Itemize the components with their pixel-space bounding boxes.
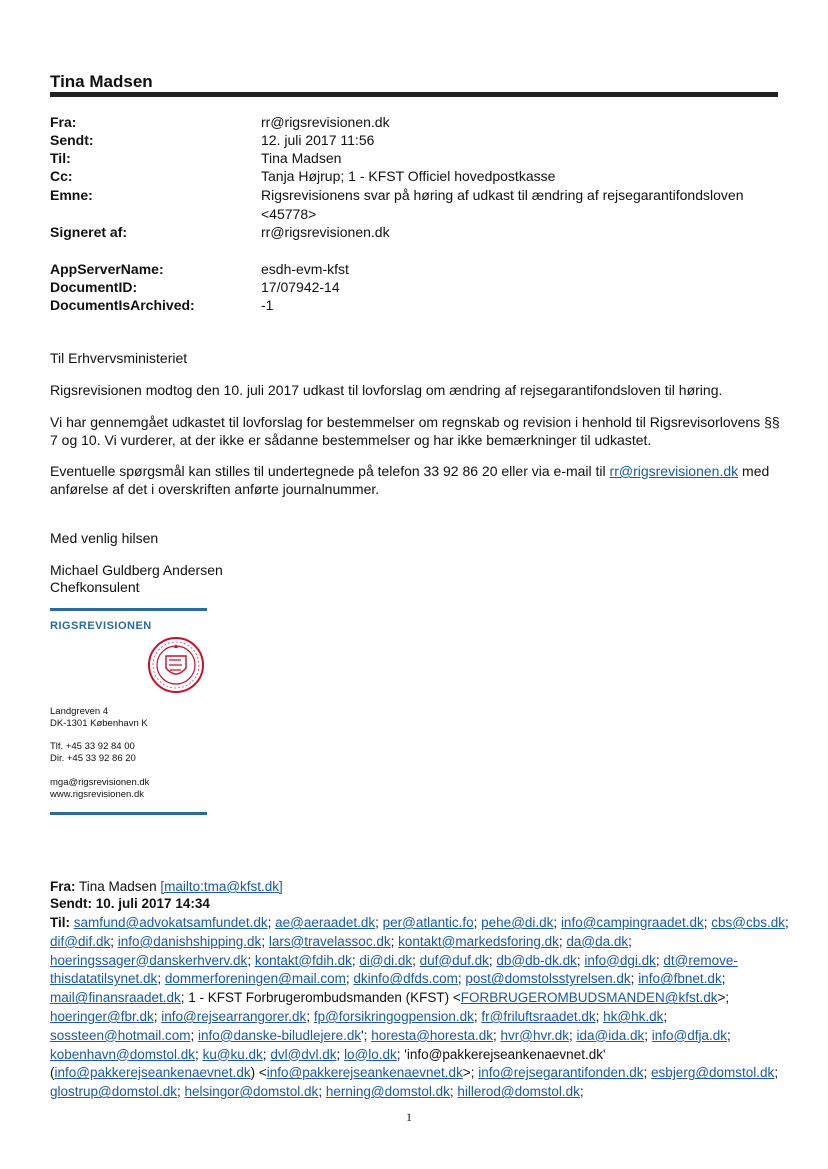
page-number: 1 xyxy=(406,1110,412,1124)
recipient-separator: ; xyxy=(568,1027,577,1043)
address-line-1: Landgreven 4 xyxy=(50,706,109,717)
recipient-email-link[interactable]: info@rejsegarantifonden.dk xyxy=(478,1065,644,1081)
recipient-separator: ; xyxy=(267,915,276,930)
recipient-separator: ; xyxy=(784,915,789,930)
recipient-separator: ; xyxy=(375,915,383,930)
recipient-separator: ; xyxy=(492,1027,501,1043)
recipient-separator: ; xyxy=(703,915,712,930)
documentid-label: DocumentID: xyxy=(50,279,138,295)
signature-web: www.rigsrevisionen.dk xyxy=(50,789,144,800)
recipient-separator: ; xyxy=(473,1008,482,1024)
page-title: Tina Madsen xyxy=(50,72,153,91)
recipient-email-link[interactable]: pehe@di.dk xyxy=(481,915,554,930)
recipient-email-link[interactable]: helsingor@domstol.dk xyxy=(184,1084,319,1100)
signature-top-rule xyxy=(50,608,207,611)
cc-label: Cc: xyxy=(50,168,73,184)
from-value: rr@rigsrevisionen.dk xyxy=(261,114,390,130)
forward-sent-value: 10. juli 2017 14:34 xyxy=(95,896,210,911)
subject-label: Emne: xyxy=(50,187,93,203)
signed-by-label: Signeret af: xyxy=(50,224,128,240)
recipient-email-link[interactable]: dif@dif.dk xyxy=(50,933,111,949)
recipient-email-link[interactable]: dkinfo@dfds.com xyxy=(353,971,458,987)
cc-value: Tanja Højrup; 1 - KFST Officiel hovedpostkasse xyxy=(261,168,556,184)
recipient-separator: ; xyxy=(721,971,726,987)
from-label: Fra: xyxy=(50,114,77,130)
recipient-email-link[interactable]: mail@finansraadet.dk xyxy=(50,990,181,1006)
signer-name: Michael Guldberg Andersen xyxy=(50,562,223,578)
recipient-email-link[interactable]: lars@travelassoc.dk xyxy=(268,933,391,949)
recipient-separator: ; xyxy=(628,933,632,949)
recipient-email-link[interactable]: dommerforeningen@mail.com xyxy=(164,971,346,987)
sent-value: 12. juli 2017 11:56 xyxy=(261,132,375,148)
seal-icon xyxy=(147,636,205,694)
brand-name: RIGSREVISIONEN xyxy=(50,620,152,632)
recipient-separator: '; xyxy=(361,1027,372,1043)
recipient-email-link[interactable]: info@dgi.dk xyxy=(584,952,656,968)
email-link[interactable]: rr@rigsrevisionen.dk xyxy=(609,463,739,479)
recipient-separator: ; xyxy=(644,1027,652,1043)
forward-from xyxy=(50,878,790,897)
recipient-separator: ; xyxy=(153,1008,162,1024)
recipient-email-link[interactable]: hillerod@domstol.dk xyxy=(457,1084,580,1100)
recipient-separator: ; xyxy=(655,952,664,968)
to-label: Til: xyxy=(50,150,71,166)
recipient-separator: ; xyxy=(318,1084,326,1100)
recipient-email-link[interactable]: per@atlantic.fo xyxy=(382,915,474,930)
forward-sent xyxy=(50,895,790,914)
recipient-email-link[interactable]: info@pakkerejseankenaevnet.dk xyxy=(266,1065,463,1081)
recipient-separator: ; xyxy=(195,1046,203,1062)
recipient-separator: ; xyxy=(351,952,360,968)
recipient-email-link[interactable]: info@danske-biludlejere.dk xyxy=(198,1027,362,1043)
documentid-value: 17/07942-14 xyxy=(261,279,340,295)
recipient-separator: ; xyxy=(247,952,255,968)
recipient-email-link[interactable]: db@db-dk.dk xyxy=(496,952,577,968)
recipient-separator: ; xyxy=(630,971,639,987)
recipient-email-link[interactable]: herning@domstol.dk xyxy=(325,1084,450,1100)
subject-value-cont: <45778> xyxy=(261,206,317,222)
recipient-separator: ; xyxy=(306,1008,314,1024)
forward-to-label: Til: xyxy=(50,915,70,930)
recipient-email-link[interactable]: info@pakkerejseankenaevnet.dk xyxy=(54,1065,251,1081)
recipient-email-link[interactable]: lo@lo.dk xyxy=(344,1046,397,1062)
recipient-separator: ; xyxy=(576,952,585,968)
salutation: Til Erhvervsministeriet xyxy=(50,350,188,366)
recipient-email-link[interactable]: duf@duf.dk xyxy=(419,952,489,968)
recipient-email-link[interactable]: hoeringssager@danskerhverv.dk xyxy=(50,952,248,968)
recipient-email-link[interactable]: dt@remove-thisdatatilsynet.dk xyxy=(50,952,738,987)
recipient-email-link[interactable]: glostrup@domstol.dk xyxy=(50,1084,178,1100)
recipient-email-link[interactable]: sossteen@hotmail.com xyxy=(50,1027,191,1043)
recipient-separator: ; xyxy=(177,1084,185,1100)
recipient-separator: ; xyxy=(579,1084,584,1100)
archived-value: -1 xyxy=(261,297,274,313)
recipient-email-link[interactable]: FORBRUGEROMBUDSMANDEN@kfst.dk xyxy=(460,990,718,1006)
recipient-separator: ; xyxy=(190,1027,199,1043)
recipient-email-link[interactable]: di@di.dk xyxy=(359,952,413,968)
recipient-separator: ; xyxy=(553,915,561,930)
recipient-separator: ; xyxy=(727,1027,731,1043)
forward-recipients xyxy=(50,914,790,1102)
recipient-separator: ; xyxy=(488,952,497,968)
phone-main: Tlf. +45 33 92 84 00 xyxy=(50,741,135,752)
signed-by-value: rr@rigsrevisionen.dk xyxy=(261,224,390,240)
recipient-email-link[interactable]: esbjerg@domstol.dk xyxy=(651,1065,775,1081)
recipient-email-link[interactable]: info@dfja.dk xyxy=(651,1027,727,1043)
signature-email: mga@rigsrevisionen.dk xyxy=(50,777,150,788)
recipient-email-link[interactable]: info@fbnet.dk xyxy=(638,971,722,987)
address-line-2: DK-1301 København K xyxy=(50,718,148,729)
recipient-email-link[interactable]: horesta@horesta.dk xyxy=(371,1027,493,1043)
paragraph-3-text: Eventuelle spørgsmål kan stilles til undertegnede på telefon 33 92 86 20 eller via e-mail til xyxy=(50,463,610,479)
recipient-email-link[interactable]: da@da.dk xyxy=(566,933,629,949)
recipient-separator: >; xyxy=(717,990,730,1006)
forward-sent-label: Sendt: xyxy=(50,896,92,911)
forward-from-mailto-link[interactable]: [mailto:tma@kfst.dk] xyxy=(160,879,283,894)
recipient-separator: ; xyxy=(774,1065,779,1081)
recipient-email-link[interactable]: fr@friluftsraadet.dk xyxy=(481,1008,596,1024)
recipient-separator: ; xyxy=(262,1046,271,1062)
recipient-separator: ; xyxy=(473,915,482,930)
appserver-value: esdh-evm-kfst xyxy=(261,261,349,277)
paragraph-3-text-end: med anførelse af det i overskriften anførte journalnummer. xyxy=(50,463,770,497)
signer-title: Chefkonsulent xyxy=(50,579,140,595)
recipient-email-link[interactable]: dvl@dvl.dk xyxy=(270,1046,337,1062)
recipient-email-link[interactable]: ida@ida.dk xyxy=(576,1027,645,1043)
archived-label: DocumentIsArchived: xyxy=(50,297,195,313)
recipient-separator: ; xyxy=(261,933,269,949)
recipient-email-link[interactable]: post@domstolsstyrelsen.dk xyxy=(465,971,631,987)
paragraph-1: Rigsrevisionen modtog den 10. juli 2017 udkast til lovforslag om ændring af rejsegarantifondsloven til høring. xyxy=(50,382,723,398)
paragraph-3 xyxy=(50,462,780,498)
recipient-separator: ; xyxy=(345,971,354,987)
recipient-email-link[interactable]: kontakt@markedsforing.dk xyxy=(398,933,559,949)
forward-from-label: Fra: xyxy=(50,879,76,894)
recipient-separator: ; 'info@pakkerejseankenaevnet.dk' ( xyxy=(50,1046,606,1081)
closing: Med venlig hilsen xyxy=(50,530,159,546)
recipient-email-link[interactable]: ae@aeraadet.dk xyxy=(275,915,376,930)
recipient-separator: ; xyxy=(110,933,118,949)
signature-bottom-rule xyxy=(50,812,207,815)
appserver-label: AppServerName: xyxy=(50,261,164,277)
recipient-email-link[interactable]: hk@hk.dk xyxy=(603,1008,664,1024)
recipient-separator: ; xyxy=(449,1084,458,1100)
recipient-email-link[interactable]: hvr@hvr.dk xyxy=(500,1027,569,1043)
title-rule xyxy=(50,92,778,97)
recipient-email-link[interactable]: ku@ku.dk xyxy=(202,1046,263,1062)
recipient-email-link[interactable]: kobenhavn@domstol.dk xyxy=(50,1046,196,1062)
recipient-email-link[interactable]: hoeringer@fbr.dk xyxy=(50,1008,154,1024)
recipient-separator: >; xyxy=(462,1065,479,1081)
recipient-email-link[interactable]: info@danishshipping.dk xyxy=(117,933,262,949)
recipient-separator: ; xyxy=(558,933,567,949)
recipient-separator: ; 1 - KFST Forbrugerombudsmanden (KFST) < xyxy=(180,990,461,1006)
recipient-email-link[interactable]: cbs@cbs.dk xyxy=(711,915,785,930)
to-value: Tina Madsen xyxy=(261,150,342,166)
recipient-email-link[interactable]: info@rejsearrangorer.dk xyxy=(161,1008,307,1024)
subject-value: Rigsrevisionens svar på høring af udkast til ændring af rejsegarantifondsloven xyxy=(261,187,744,203)
forward-from-name: Tina Madsen xyxy=(79,879,161,894)
recipient-separator: ; xyxy=(663,1008,668,1024)
recipient-separator: ; xyxy=(157,971,165,987)
recipient-separator: ; xyxy=(390,933,399,949)
recipient-email-link[interactable]: samfund@advokatsamfundet.dk xyxy=(73,915,268,930)
phone-direct: Dir. +45 33 92 86 20 xyxy=(50,753,136,764)
recipient-email-link[interactable]: fp@forsikringogpension.dk xyxy=(313,1008,474,1024)
sent-label: Sendt: xyxy=(50,132,94,148)
recipient-separator: ; xyxy=(457,971,466,987)
recipient-separator: ; xyxy=(643,1065,652,1081)
paragraph-2: Vi har gennemgået udkastet til lovforslag for bestemmelser om regnskab og revision i henhold til Rigsrevisorlovens §§ 7 og 10. Vi vurderer, at der ikke er sådanne bestemmelser og har ikke bemærkninger til udkastet. xyxy=(50,414,780,448)
recipient-separator: ; xyxy=(595,1008,604,1024)
recipient-separator: ) < xyxy=(250,1065,267,1081)
recipient-separator: ; xyxy=(412,952,420,968)
recipient-separator: ; xyxy=(336,1046,345,1062)
recipient-email-link[interactable]: info@campingraadet.dk xyxy=(560,915,704,930)
recipient-email-link[interactable]: kontakt@fdih.dk xyxy=(254,952,352,968)
